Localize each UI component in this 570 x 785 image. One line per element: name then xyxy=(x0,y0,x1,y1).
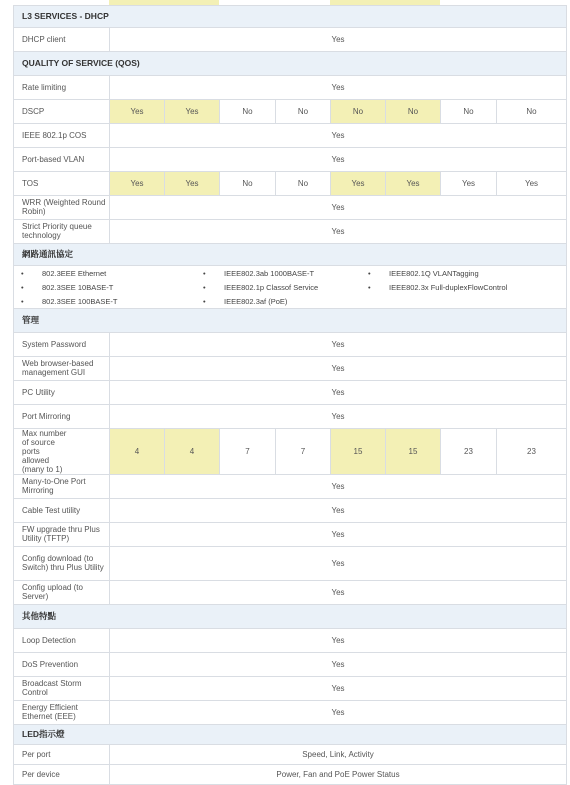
row-value: Yes xyxy=(110,404,567,428)
row-value: Yes xyxy=(110,332,567,356)
spec-table xyxy=(13,0,567,785)
row-label: PC Utility xyxy=(14,380,110,404)
row-value: Yes xyxy=(110,147,567,171)
cell-value: No xyxy=(441,99,497,123)
protocol-list xyxy=(14,266,566,308)
table-row xyxy=(14,75,567,99)
row-label: Many-to-One Port Mirroring xyxy=(14,474,110,498)
table-row xyxy=(14,404,567,428)
row-value: Yes xyxy=(110,123,567,147)
row-value: Yes xyxy=(110,580,567,604)
cell-value: 7 xyxy=(276,428,331,474)
section-title: 網路通訊協定 xyxy=(14,243,567,265)
spec-table-wrapper xyxy=(13,0,566,785)
table-row xyxy=(14,380,567,404)
row-value: Yes xyxy=(110,498,567,522)
table-row xyxy=(14,219,567,243)
row-value: Power, Fan and PoE Power Status xyxy=(110,764,567,784)
cell-value: 23 xyxy=(441,428,497,474)
row-value: Yes xyxy=(110,522,567,546)
list-item: • IEEE802.3x Full-duplexFlowControl xyxy=(389,283,507,292)
list-item: • IEEE802.1Q VLANTagging xyxy=(389,269,479,278)
table-row xyxy=(14,332,567,356)
list-item: • 802.3SEE 100BASE-T xyxy=(42,297,117,306)
table-row xyxy=(14,474,567,498)
row-value: Yes xyxy=(110,380,567,404)
table-row xyxy=(14,546,567,580)
section-qos xyxy=(14,51,567,75)
table-row xyxy=(14,676,567,700)
row-value: Yes xyxy=(110,546,567,580)
cell-value: No xyxy=(331,99,386,123)
cell-value: Yes xyxy=(165,171,220,195)
row-label: Config upload (to Server) xyxy=(14,580,110,604)
cell-value: Yes xyxy=(497,171,567,195)
list-item: • 802.3EEE Ethernet xyxy=(42,269,106,278)
cell-value: 23 xyxy=(497,428,567,474)
cell-value: 15 xyxy=(386,428,441,474)
cell-value: No xyxy=(497,99,567,123)
row-label: FW upgrade thru Plus Utility (TFTP) xyxy=(14,522,110,546)
table-row xyxy=(14,744,567,764)
row-value: Yes xyxy=(110,700,567,724)
row-label: Port-based VLAN xyxy=(14,147,110,171)
list-item: • IEEE802.3ab 1000BASE-T xyxy=(224,269,314,278)
row-label: Max number of source ports allowed (many to 1) xyxy=(14,428,110,474)
section-title: 其他特點 xyxy=(14,604,567,628)
cell-value: No xyxy=(220,99,276,123)
row-label: Loop Detection xyxy=(14,628,110,652)
row-label: System Password xyxy=(14,332,110,356)
row-value: Yes xyxy=(110,676,567,700)
cell-value: No xyxy=(276,171,331,195)
cell-value: Yes xyxy=(386,171,441,195)
section-title: L3 SERVICES - DHCP xyxy=(14,5,567,27)
cell-value: Yes xyxy=(110,99,165,123)
row-label: Cable Test utility xyxy=(14,498,110,522)
row-label: DHCP client xyxy=(14,27,110,51)
protocol-list-row xyxy=(14,265,567,308)
table-row xyxy=(14,522,567,546)
table-row xyxy=(14,195,567,219)
row-label: Rate limiting xyxy=(14,75,110,99)
row-label: Per port xyxy=(14,744,110,764)
row-value: Yes xyxy=(110,628,567,652)
section-title: QUALITY OF SERVICE (QOS) xyxy=(14,51,567,75)
row-value: Yes xyxy=(110,652,567,676)
row-value: Yes xyxy=(110,75,567,99)
row-value: Speed, Link, Activity xyxy=(110,744,567,764)
table-row xyxy=(14,580,567,604)
cell-value: No xyxy=(220,171,276,195)
cell-value: 15 xyxy=(331,428,386,474)
row-label: Port Mirroring xyxy=(14,404,110,428)
row-label: Strict Priority queue technology xyxy=(14,219,110,243)
table-row xyxy=(14,652,567,676)
row-value: Yes xyxy=(110,27,567,51)
table-row xyxy=(14,428,567,474)
row-label: Per device xyxy=(14,764,110,784)
list-item: • IEEE802.1p Classof Service xyxy=(224,283,318,292)
section-other xyxy=(14,604,567,628)
cell-value: Yes xyxy=(110,171,165,195)
table-row xyxy=(14,764,567,784)
cell-value: Yes xyxy=(441,171,497,195)
table-row xyxy=(14,27,567,51)
table-row xyxy=(14,356,567,380)
cell-value: Yes xyxy=(331,171,386,195)
table-row xyxy=(14,123,567,147)
section-title: 管理 xyxy=(14,308,567,332)
section-protocols xyxy=(14,243,567,265)
cell-value: 7 xyxy=(220,428,276,474)
section-l3 xyxy=(14,5,567,27)
row-label: DSCP xyxy=(14,99,110,123)
row-value: Yes xyxy=(110,219,567,243)
row-value: Yes xyxy=(110,356,567,380)
table-row xyxy=(14,171,567,195)
table-row xyxy=(14,498,567,522)
top-strip xyxy=(13,0,566,5)
row-label: IEEE 802.1p COS xyxy=(14,123,110,147)
row-label: Energy Efficient Ethernet (EEE) xyxy=(14,700,110,724)
list-item: • 802.3SEE 10BASE-T xyxy=(42,283,113,292)
list-item: • IEEE802.3af (PoE) xyxy=(224,297,287,306)
row-value: Yes xyxy=(110,195,567,219)
table-row xyxy=(14,700,567,724)
row-label: Broadcast Storm Control xyxy=(14,676,110,700)
row-label: WRR (Weighted Round Robin) xyxy=(14,195,110,219)
cell-value: No xyxy=(276,99,331,123)
row-value: Yes xyxy=(110,474,567,498)
section-management xyxy=(14,308,567,332)
row-label: TOS xyxy=(14,171,110,195)
row-label: Web browser-based management GUI xyxy=(14,356,110,380)
cell-value: 4 xyxy=(165,428,220,474)
section-led xyxy=(14,724,567,744)
cell-value: 4 xyxy=(110,428,165,474)
cell-value: Yes xyxy=(165,99,220,123)
section-title: LED指示燈 xyxy=(14,724,567,744)
table-row xyxy=(14,147,567,171)
table-row xyxy=(14,628,567,652)
cell-value: No xyxy=(386,99,441,123)
row-label: DoS Prevention xyxy=(14,652,110,676)
table-row xyxy=(14,99,567,123)
row-label: Config download (to Switch) thru Plus Utility xyxy=(14,546,110,580)
